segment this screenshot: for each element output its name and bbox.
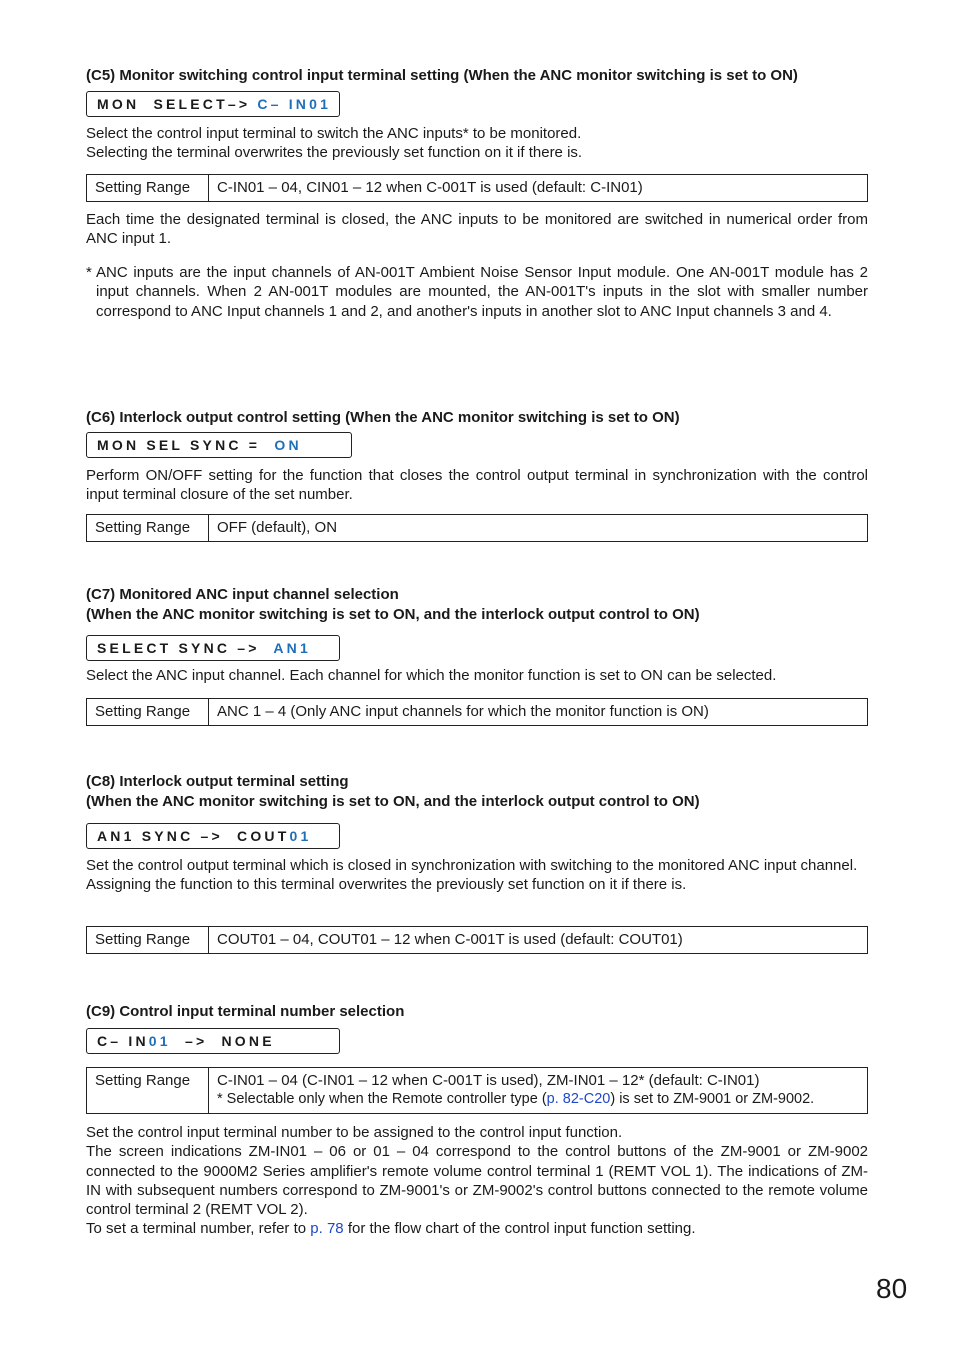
c6-lcd-value: ON [274,437,302,453]
c9-lcd-text-1: C– IN [97,1033,149,1049]
c5-footnote [86,263,868,321]
c6-heading: (C6) Interlock output control setting (When the ANC monitor switching is set to ON) [86,409,680,426]
c9-range-note [217,1090,859,1109]
c7-lcd-text: SELECT SYNC –> [97,640,274,656]
c7-lcd-value: AN1 [273,640,311,656]
c8-range-label: Setting Range [87,927,209,954]
c5-heading: (C5) Monitor switching control input terminal setting (When the ANC monitor switching is set to ON) [86,67,798,84]
c9-lcd-text-2: –> NONE [170,1033,275,1049]
c5-range-label: Setting Range [87,175,209,202]
c7-lcd-display [86,635,340,661]
c7-range-label: Setting Range [87,699,209,726]
c8-range-value: COUT01 – 04, COUT01 – 12 when C-001T is used (default: COUT01) [209,927,868,954]
c9-range-note-pre: * Selectable only when the Remote controller type ( [217,1091,547,1107]
c9-lcd-value: 01 [148,1033,171,1049]
c9-range-value: C-IN01 – 04 (C-IN01 – 12 when C-001T is used), ZM-IN01 – 12* (default: C-IN01) [217,1072,760,1089]
c5-setting-range-table [86,174,868,202]
c7-description: Select the ANC input channel. Each channel for which the monitor function is set to ON can be selected. [86,667,777,684]
c5-range-value: C-IN01 – 04, CIN01 – 12 when C-001T is used (default: C-IN01) [209,175,868,202]
c8-heading [86,772,876,812]
c9-paragraph-1: Set the control input terminal number to be assigned to the control input function. [86,1124,623,1141]
c8-lcd-text: AN1 SYNC –> COUT [97,828,290,844]
c5-line-2: Selecting the terminal overwrites the previously set function on it if there is. [86,144,583,162]
c8-lcd-display [86,823,340,849]
c7-heading-line-1: (C7) Monitored ANC input channel selection [86,586,399,603]
c9-range-label: Setting Range [87,1068,209,1114]
c6-range-label: Setting Range [87,515,209,542]
c9-description [86,1123,868,1239]
c8-paragraph-2: Assigning the function to this terminal overwrites the previously set function on it if there is. [86,876,687,894]
c5-paragraph-2: Each time the designated terminal is closed, the ANC inputs to be monitored are switched in numerical order from ANC input 1. [86,211,868,248]
page-number: 80 [876,1273,908,1304]
c6-setting-range-table [86,514,868,542]
c6-lcd-display [86,432,352,458]
c8-heading-line-2: (When the ANC monitor switching is set to ON, and the interlock output control to ON) [86,793,700,810]
c6-description: Perform ON/OFF setting for the function that closes the control output terminal in synchronization with the control input terminal closure of the set number. [86,467,868,504]
c5-footnote-marker: * [86,264,92,281]
c8-setting-range-table [86,926,868,954]
c9-paragraph-3-post: for the flow chart of the control input function setting. [343,1220,696,1238]
c9-paragraph-2: The screen indications ZM-IN01 – 06 or 01 – 04 correspond to the control buttons of the ZM-9001 or ZM-9002 connected to the 9000M2 Series amplifier's remote volume control terminal 1 (REMT VOL 1). The indications of ZM-IN with subsequent numbers correspond to ZM-9001's or ZM-9002's control buttons connected to the remote volume control terminal 2 (REMT VOL 2). [86,1143,868,1219]
c8-description [86,856,868,895]
c6-range-value: OFF (default), ON [209,515,868,542]
c5-lcd-display [86,91,340,117]
c9-lcd-display [86,1028,340,1054]
c7-heading-line-2: (When the ANC monitor switching is set to ON, and the interlock output control to ON) [86,606,700,623]
c9-remote-controller-type-link[interactable]: p. 82-C20 [546,1091,611,1107]
c9-paragraph-3-pre: To set a terminal number, refer to [86,1220,311,1238]
c6-lcd-text: MON SEL SYNC = [97,437,275,453]
c7-heading [86,585,876,625]
c8-paragraph-1: Set the control output terminal which is closed in synchronization with switching to the monitored ANC input channel. [86,857,858,874]
c8-heading-line-1: (C8) Interlock output terminal setting [86,773,349,790]
c9-heading: (C9) Control input terminal number selection [86,1003,405,1020]
c8-lcd-value: 01 [289,828,312,844]
c9-flow-chart-link[interactable]: p. 78 [310,1220,344,1238]
c9-setting-range-table [86,1067,868,1114]
c7-setting-range-table [86,698,868,726]
c9-range-cell [209,1068,868,1114]
c9-paragraph-3 [86,1219,868,1238]
c7-range-value: ANC 1 – 4 (Only ANC input channels for which the monitor function is ON) [209,699,868,726]
c5-description [86,124,868,163]
c5-lcd-value: C– IN01 [257,96,332,112]
c5-footnote-text: ANC inputs are the input channels of AN-001T Ambient Noise Sensor Input module. One AN-001T module has 2 input channels. When 2 AN-001T modules are mounted, the AN-001T's inputs in the slot with smaller number correspond to ANC Input channels 1 and 2, and another's inputs in another slot to ANC Input channels 3 and 4. [96,264,868,320]
c5-lcd-text: MON SELECT–> [97,96,258,112]
c9-range-note-post: ) is set to ZM-9001 or ZM-9002. [610,1091,815,1107]
c5-line-1: Select the control input terminal to switch the ANC inputs* to be monitored. [86,125,582,142]
